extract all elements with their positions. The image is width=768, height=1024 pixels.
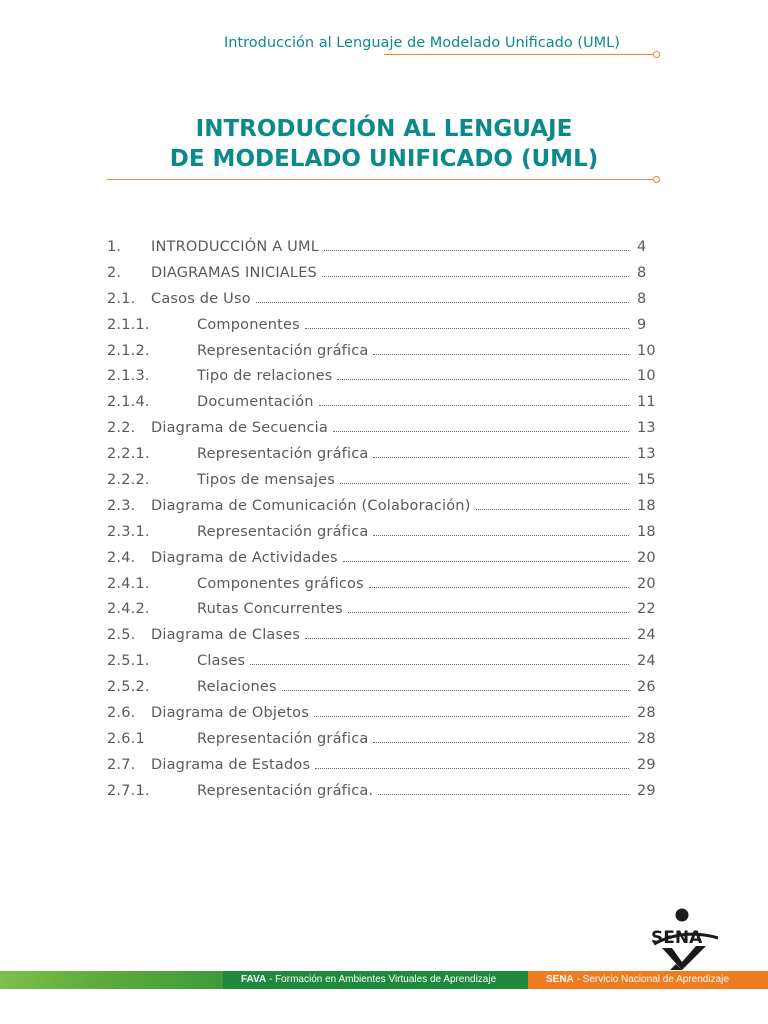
toc-entry[interactable] [107,446,659,472]
toc-entry-page: 28 [637,730,656,747]
toc-entry[interactable] [107,653,659,679]
toc-entry[interactable] [107,394,659,420]
toc-entry[interactable] [107,679,659,705]
toc-entry-number: 2.1.2. [107,342,150,359]
running-header: Introducción al Lenguaje de Modelado Unificado (UML) [224,35,620,51]
toc-entry-title: Clases [197,653,246,670]
toc-entry-leader [333,430,629,432]
toc-entry[interactable] [107,627,659,653]
toc-entry-page: 24 [637,653,656,670]
toc-entry-leader [305,637,629,639]
toc-entry[interactable] [107,498,659,524]
toc-entry-leader [369,586,629,588]
toc-entry-number: 2.1.3. [107,368,150,385]
toc-entry-number: 2.1.4. [107,394,150,411]
toc-entry[interactable] [107,731,659,757]
toc-entry-page: 18 [637,523,656,540]
toc-entry-leader [314,715,629,717]
toc-entry-leader [340,482,629,484]
toc-entry-number: 2.7.1. [107,782,150,799]
toc-entry-number: 2.4.1. [107,575,150,592]
toc-entry-title: Representación gráfica [197,730,369,747]
toc-entry[interactable] [107,368,659,394]
toc-entry-page: 10 [637,368,656,385]
toc-entry[interactable] [107,601,659,627]
toc-entry-page: 29 [637,756,656,773]
toc-entry-title: Componentes [197,316,300,333]
toc-entry-leader [476,508,629,510]
toc-entry-title: Diagrama de Secuencia [151,420,328,437]
toc-entry-page: 22 [637,601,656,618]
toc-entry-page: 18 [637,497,656,514]
toc-entry-title: INTRODUCCIÓN A UML [151,239,319,255]
toc-entry[interactable] [107,420,659,446]
toc-entry-number: 2.4.2. [107,601,150,618]
toc-entry[interactable] [107,265,659,291]
footer-sena [528,971,768,989]
toc-entry-leader [319,404,629,406]
toc-entry-leader [305,327,629,329]
toc-entry-leader [282,689,629,691]
toc-entry[interactable] [107,783,659,809]
footer-fava-abbr: FAVA [241,974,267,985]
toc-entry-title: Representación gráfica. [197,782,374,799]
toc-entry-title: Documentación [197,394,314,411]
toc-entry-number: 2.3.1. [107,523,150,540]
toc-entry-leader [373,456,629,458]
footer-green-strip [0,971,223,989]
toc-entry-page: 28 [637,705,656,722]
toc-entry-leader [256,301,629,303]
toc-entry-title: Casos de Uso [151,290,251,307]
toc-entry-title: Componentes gráficos [197,575,364,592]
toc-entry[interactable] [107,343,659,369]
toc-entry-leader [250,663,629,665]
table-of-contents [107,239,659,809]
toc-entry-number: 2.7. [107,756,136,773]
toc-entry-leader [337,378,629,380]
toc-entry-leader [373,741,629,743]
toc-entry-number: 2.2.2. [107,472,150,489]
toc-entry-page: 20 [637,575,656,592]
toc-entry[interactable] [107,317,659,343]
toc-entry-number: 2.5.2. [107,679,150,696]
toc-entry-page: 11 [637,394,656,411]
title-rule [107,179,654,180]
toc-entry-page: 26 [637,679,656,696]
toc-entry-title: Diagrama de Estados [151,756,311,773]
toc-entry-title: Diagrama de Objetos [151,705,309,722]
toc-entry-page: 8 [637,290,647,307]
document-title [0,114,768,174]
toc-entry-number: 2.6.1 [107,730,145,747]
toc-entry-title: Diagrama de Actividades [151,549,338,566]
toc-entry-title: Diagrama de Comunicación (Colaboración) [151,497,471,514]
toc-entry-title: Tipo de relaciones [197,368,333,385]
header-rule [384,54,654,55]
toc-entry-number: 2. [107,264,122,281]
toc-entry-title: Rutas Concurrentes [197,601,343,618]
toc-entry-number: 1. [107,239,122,255]
document-title-line-1: INTRODUCCIÓN AL LENGUAJE [195,116,573,142]
footer-sena-abbr: SENA [546,974,574,985]
toc-entry-page: 4 [637,239,647,255]
toc-entry[interactable] [107,705,659,731]
toc-entry-page: 13 [637,420,656,437]
toc-entry-number: 2.2. [107,420,136,437]
toc-entry[interactable] [107,550,659,576]
toc-entry[interactable] [107,472,659,498]
toc-entry-leader [373,353,629,355]
toc-entry-leader [373,534,629,536]
toc-entry-number: 2.1. [107,290,136,307]
toc-entry[interactable] [107,291,659,317]
toc-entry-title: Representación gráfica [197,523,369,540]
toc-entry-leader [343,560,629,562]
toc-entry-page: 20 [637,549,656,566]
toc-entry-page: 9 [637,316,647,333]
toc-entry-number: 2.4. [107,549,136,566]
toc-entry-page: 29 [637,782,656,799]
toc-entry-page: 15 [637,472,656,489]
header-rule-dot-icon [653,51,660,58]
toc-entry-number: 2.6. [107,705,136,722]
sena-logo [648,908,724,972]
footer-fava-text: - Formación en Ambientes Virtuales de Aprendizaje [266,974,497,985]
toc-entry[interactable] [107,239,659,265]
toc-entry-leader [315,767,629,769]
toc-entry-number: 2.3. [107,497,136,514]
toc-entry-number: 2.2.1. [107,446,150,463]
toc-entry-leader [322,275,629,277]
toc-entry-title: Representación gráfica [197,446,369,463]
footer-bar [0,971,768,989]
toc-entry-title: DIAGRAMAS INICIALES [151,264,317,281]
toc-entry-number: 2.1.1. [107,316,150,333]
toc-entry-title: Relaciones [197,679,277,696]
toc-entry-title: Tipos de mensajes [197,472,335,489]
document-title-line-2: DE MODELADO UNIFICADO (UML) [169,146,599,172]
toc-entry-page: 24 [637,627,656,644]
toc-entry[interactable] [107,757,659,783]
toc-entry-title: Diagrama de Clases [151,627,301,644]
toc-entry-leader [324,249,629,251]
toc-entry[interactable] [107,576,659,602]
title-rule-dot-icon [653,176,660,183]
footer-sena-text: - Servicio Nacional de Aprendizaje [573,974,729,985]
toc-entry-number: 2.5. [107,627,136,644]
toc-entry-page: 8 [637,264,647,281]
toc-entry[interactable] [107,524,659,550]
toc-entry-leader [348,611,629,613]
toc-entry-title: Representación gráfica [197,342,369,359]
toc-entry-number: 2.5.1. [107,653,150,670]
sena-logo-text: SENA [651,928,703,948]
toc-entry-leader [378,793,629,795]
toc-entry-page: 10 [637,342,656,359]
footer-fava [223,971,528,989]
toc-entry-page: 13 [637,446,656,463]
